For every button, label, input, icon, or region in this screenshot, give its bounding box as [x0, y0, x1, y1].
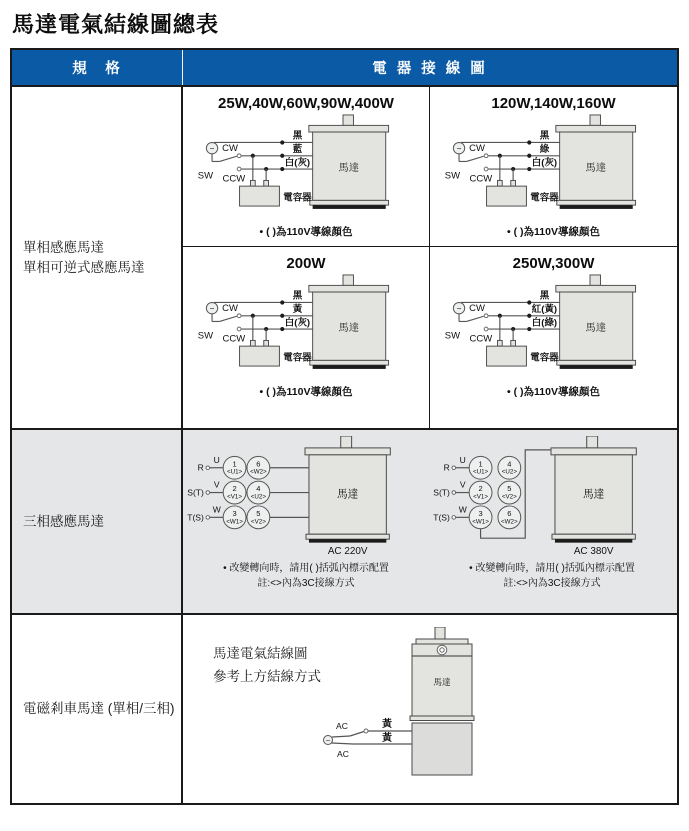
ccw-label: CCW — [222, 173, 246, 185]
ccw-contact-icon — [484, 167, 488, 171]
color-note: • ( )為110V導線顏色 — [507, 386, 600, 398]
svg-text:<W1>: <W1> — [472, 518, 489, 526]
three-phase-panel-220v — [183, 430, 429, 613]
single-phase-label-line2: 單相可逆式感應馬達 — [23, 259, 145, 275]
line-label-s: S(T) — [433, 487, 450, 498]
motor-icon — [410, 627, 474, 721]
line-label-t: T(S) — [433, 512, 450, 523]
capacitor-icon — [240, 186, 280, 206]
ccw-contact-icon — [237, 167, 241, 171]
capacitor-label: 電容器 — [530, 192, 559, 204]
header-spec: 規 格 — [12, 50, 183, 85]
single-phase-label-line1: 單相感應馬達 — [23, 239, 104, 255]
ac-label-bottom: AC — [337, 749, 349, 759]
ac-source-glyph: ~ — [456, 304, 462, 314]
header-diagram: 電 器 接 線 圖 — [372, 61, 488, 77]
wire-label-3: 白(灰) — [284, 317, 311, 329]
cw-label: CW — [222, 303, 238, 315]
svg-text:2: 2 — [478, 484, 483, 494]
phase-label-u: U — [459, 454, 466, 465]
capacitor-icon — [487, 346, 527, 366]
panel-title: 120W,140W,160W — [491, 95, 616, 112]
svg-text:<V1>: <V1> — [473, 493, 489, 501]
voltage-label: AC 380V — [573, 546, 614, 558]
brake-motor-label-text: 電磁剎車馬達 (單相/三相) — [23, 701, 175, 717]
switch-contact-icon — [364, 729, 368, 733]
motor-label: 馬達 — [338, 162, 359, 174]
capacitor-label: 電容器 — [283, 192, 312, 204]
table-header-row — [12, 50, 677, 85]
color-note: • ( )為110V導線顏色 — [507, 226, 600, 238]
capacitor-icon — [487, 186, 527, 206]
cw-label: CW — [469, 143, 485, 155]
svg-text:<V1>: <V1> — [227, 493, 243, 501]
svg-text:2: 2 — [232, 484, 237, 494]
ac-source-glyph: ~ — [209, 144, 215, 154]
phase-label-v: V — [459, 479, 466, 490]
svg-text:1: 1 — [478, 459, 483, 469]
single-phase-panel-200w — [183, 247, 430, 428]
row-single-phase — [12, 85, 677, 428]
svg-text:5: 5 — [507, 484, 512, 494]
single-phase-wiring-diagram — [183, 114, 429, 226]
ccw-label: CCW — [469, 333, 493, 345]
rotation-note: • 改變轉向時，請用( )括弧內標示配置 — [469, 563, 635, 574]
wire-label-1: 黑 — [539, 290, 550, 302]
motor-icon — [309, 115, 389, 209]
wire-label-3: 白(綠) — [531, 317, 558, 329]
cw-contact-icon — [237, 154, 241, 158]
row-brake-motor — [12, 613, 677, 803]
color-note: • ( )為110V導線顏色 — [259, 226, 353, 238]
single-phase-wiring-diagram — [183, 274, 429, 386]
cw-label: CW — [222, 143, 238, 155]
wire-label-2: 紅(黃) — [531, 303, 558, 315]
ac-source-glyph: ~ — [325, 736, 331, 745]
single-phase-wiring-diagram — [430, 274, 676, 386]
line-label-t: T(S) — [187, 512, 204, 523]
ccw-contact-icon — [237, 327, 241, 331]
ccw-contact-icon — [484, 327, 488, 331]
wiring-note: 註:<>內為3C接線方式 — [503, 578, 601, 589]
svg-text:3: 3 — [232, 508, 237, 518]
wire-label-3: 白(灰) — [284, 157, 311, 169]
capacitor-icon — [240, 346, 280, 366]
motor-label: 馬達 — [433, 677, 451, 687]
wire-label-2: 藍 — [292, 143, 303, 155]
sw-label: SW — [197, 170, 214, 182]
wire-label-top: 黃 — [382, 719, 392, 730]
wiring-note: 註:<>內為3C接線方式 — [257, 578, 355, 589]
wiring-summary-table — [10, 48, 679, 805]
line-label-s: S(T) — [187, 487, 204, 498]
motor-label: 馬達 — [338, 322, 359, 334]
page-title: 馬達電氣結線圖總表 — [12, 12, 220, 37]
sw-label: SW — [444, 170, 461, 182]
phase-label-v: V — [213, 479, 220, 490]
sw-label: SW — [197, 330, 214, 342]
motor-icon — [556, 275, 636, 369]
svg-text:6: 6 — [507, 508, 512, 518]
brake-reference-text — [213, 643, 321, 689]
three-phase-label-text: 三相感應馬達 — [23, 513, 104, 529]
ac-source-glyph: ~ — [456, 144, 462, 154]
capacitor-label: 電容器 — [283, 352, 312, 364]
svg-text:1: 1 — [232, 459, 237, 469]
single-phase-panel-250w — [430, 247, 677, 428]
brake-motor-wiring-diagram — [313, 627, 573, 782]
phase-label-w: W — [458, 504, 467, 515]
motor-label: 馬達 — [336, 488, 359, 501]
rotation-note: • 改變轉向時，請用( )括弧內標示配置 — [223, 563, 389, 574]
line-label-r: R — [197, 462, 204, 473]
svg-text:<U1>: <U1> — [472, 468, 489, 476]
ccw-label: CCW — [469, 173, 493, 185]
single-phase-panel-25w — [183, 87, 430, 247]
panel-title: 200W — [286, 255, 326, 272]
phase-label-w: W — [212, 504, 221, 515]
ac-source-glyph: ~ — [209, 304, 215, 314]
svg-text:4: 4 — [507, 459, 512, 469]
panel-title: 25W,40W,60W,90W,400W — [218, 95, 394, 112]
three-phase-wiring-diagram-380v — [429, 436, 675, 561]
svg-text:<V2>: <V2> — [501, 493, 517, 501]
motor-icon — [556, 115, 636, 209]
cw-contact-icon — [237, 314, 241, 318]
three-phase-panel-380v — [429, 430, 675, 613]
svg-text:5: 5 — [256, 508, 261, 518]
cw-contact-icon — [484, 314, 488, 318]
single-phase-panel-120w — [430, 87, 677, 247]
motor-label: 馬達 — [582, 488, 605, 501]
line-label-r: R — [443, 462, 450, 473]
svg-text:<U2>: <U2> — [501, 468, 517, 476]
wire-label-1: 黑 — [292, 130, 303, 142]
panel-title: 250W,300W — [512, 255, 595, 272]
svg-text:<W2>: <W2> — [501, 518, 518, 526]
wire-label-3: 白(灰) — [531, 157, 558, 169]
sw-label: SW — [444, 330, 461, 342]
brake-motor-label — [12, 615, 183, 803]
brake-ref-line1: 馬達電氣結線圖 — [213, 646, 308, 661]
wire-label-1: 黑 — [292, 290, 303, 302]
wire-label-bottom: 黃 — [382, 733, 392, 744]
svg-text:<V2>: <V2> — [250, 518, 266, 526]
svg-text:<W1>: <W1> — [226, 518, 243, 526]
capacitor-label: 電容器 — [530, 352, 559, 364]
ac-label-top: AC — [336, 721, 348, 731]
cw-label: CW — [469, 303, 485, 315]
brake-ref-line2: 參考上方結線方式 — [213, 668, 321, 684]
phase-label-u: U — [213, 454, 220, 465]
svg-text:3: 3 — [478, 508, 483, 518]
svg-text:<U2>: <U2> — [250, 493, 267, 501]
ccw-label: CCW — [222, 333, 246, 345]
wire-label-2: 綠 — [539, 143, 550, 155]
single-phase-wiring-diagram — [430, 114, 676, 226]
svg-text:6: 6 — [256, 459, 261, 469]
wire-label-2: 黃 — [292, 303, 303, 315]
brake-unit-icon — [412, 723, 472, 775]
svg-text:<U1>: <U1> — [226, 468, 243, 476]
svg-text:<W2>: <W2> — [250, 468, 267, 476]
color-note: • ( )為110V導線顏色 — [259, 386, 353, 398]
motor-label: 馬達 — [585, 162, 606, 174]
voltage-label: AC 220V — [327, 546, 368, 558]
single-phase-label — [12, 87, 183, 428]
svg-text:4: 4 — [256, 484, 261, 494]
three-phase-label — [12, 430, 183, 613]
row-three-phase — [12, 428, 677, 613]
three-phase-wiring-diagram-220v — [183, 436, 429, 561]
motor-icon — [309, 275, 389, 369]
wire-label-1: 黑 — [539, 130, 550, 142]
cw-contact-icon — [484, 154, 488, 158]
motor-label: 馬達 — [585, 322, 606, 334]
